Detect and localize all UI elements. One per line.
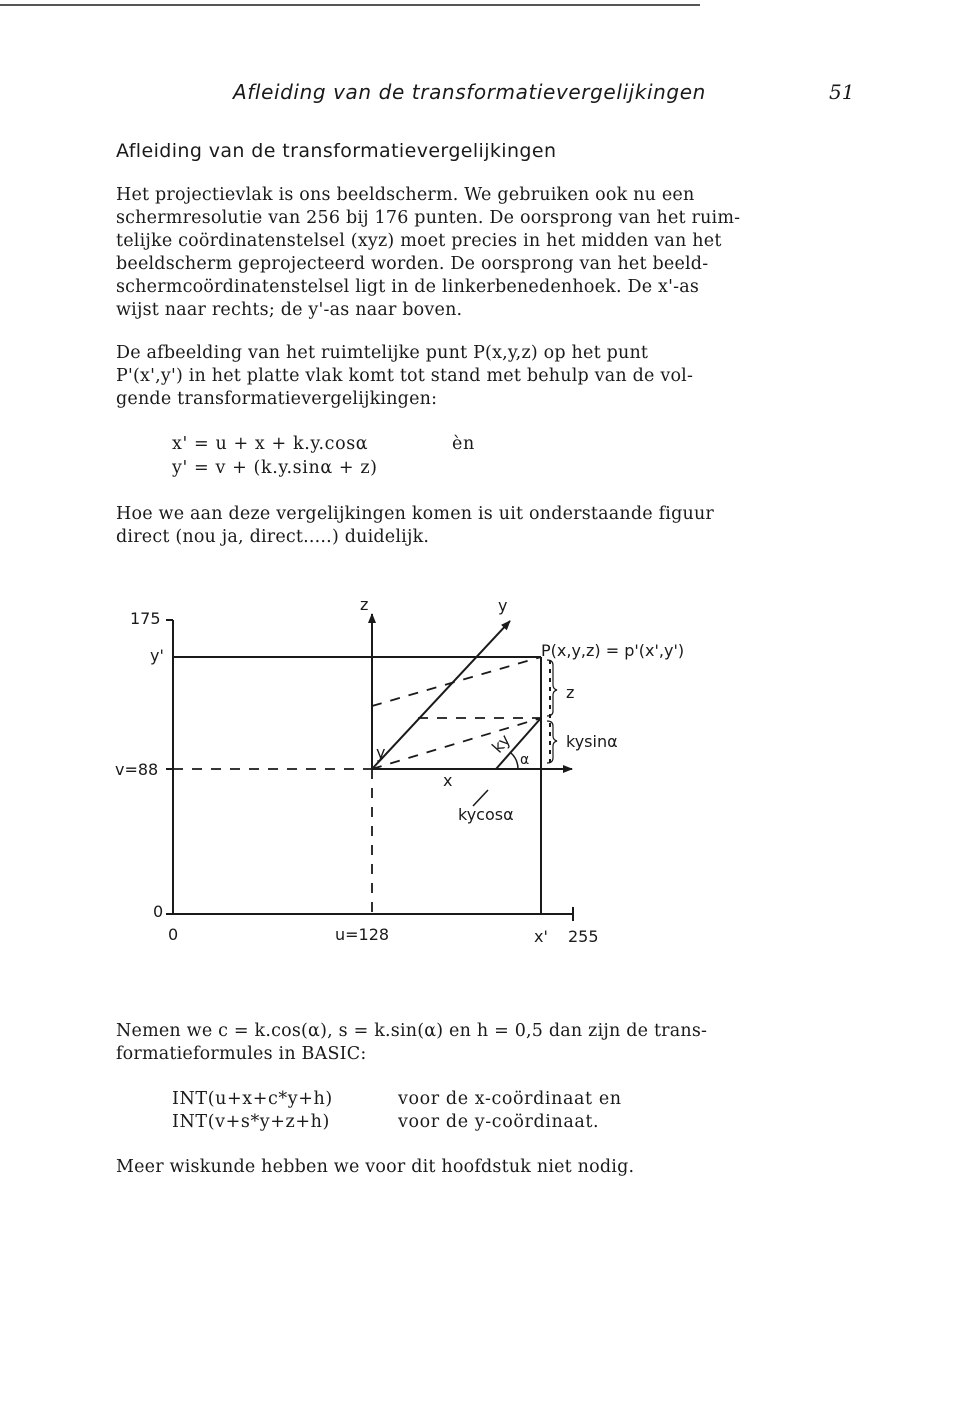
- point-label: P(x,y,z) = p'(x',y'): [541, 641, 685, 660]
- text-line: gende transformatievergelijkingen:: [116, 389, 438, 409]
- tick-label-0-y: 0: [153, 902, 164, 921]
- kycos-label: kycosα: [458, 805, 514, 824]
- paragraph-basic-intro: [116, 1020, 856, 1066]
- text-line: Het projectievlak is ons beeldscherm. We gebruiken ook nu een: [116, 185, 695, 205]
- dashed-origin-to-p: [372, 657, 541, 706]
- tick-label-175: 175: [130, 609, 161, 628]
- text-line: schermcoördinatenstelsel ligt in de linkerbenedenhoek. De x'-as: [116, 277, 700, 297]
- text-line: wijst naar rechts; de y'-as naar boven.: [116, 300, 463, 320]
- tick-label-y-prime: y': [150, 646, 164, 665]
- x-component-label: x: [443, 771, 453, 790]
- page-number: 51: [829, 80, 855, 104]
- kycos-leader: [473, 790, 488, 806]
- text-line: De afbeelding van het ruimtelijke punt P(x,y,z) op het punt: [116, 343, 649, 363]
- text-line: direct (nou ja, direct.....) duidelijk.: [116, 527, 430, 547]
- running-header: Afleiding van de transformatievergelijkingen: [233, 80, 706, 104]
- brace-kysin: [547, 721, 557, 763]
- tick-label-255: 255: [568, 927, 599, 946]
- basic-desc-x: voor de x-coördinaat en: [398, 1089, 622, 1109]
- paragraph-figure-intro: [116, 503, 856, 549]
- y-axis: [372, 621, 510, 769]
- text-line: telijke coördinatenstelsel (xyz) moet precies in het midden van het: [116, 231, 722, 251]
- equation-conjunction: èn: [452, 434, 475, 454]
- text-line: beeldscherm geprojecteerd worden. De oorsprong van het beeld-: [116, 254, 709, 274]
- tick-label-u: u=128: [335, 925, 390, 944]
- dashed-origin-to-kysin: [372, 718, 541, 769]
- paragraph-projection: [116, 342, 856, 411]
- text-line: Hoe we aan deze vergelijkingen komen is uit onderstaande figuur: [116, 504, 714, 524]
- tick-label-v: v=88: [115, 760, 159, 779]
- text-line: Nemen we c = k.cos(α), s = k.sin(α) en h = 0,5 dan zijn de trans-: [116, 1021, 708, 1041]
- paragraph-intro: [116, 184, 856, 322]
- brace-z: [547, 660, 557, 716]
- basic-formula-y: INT(v+s*y+z+h): [172, 1112, 330, 1132]
- z-component-label: z: [566, 683, 575, 702]
- text-line: schermresolutie van 256 bij 176 punten. De oorsprong van het ruim-: [116, 208, 741, 228]
- ky-label: ky: [487, 730, 515, 757]
- y-small-label: y: [376, 743, 386, 762]
- alpha-arc: [511, 753, 518, 769]
- z-axis-label: z: [360, 595, 369, 614]
- basic-desc-y: voor de y-coördinaat.: [398, 1112, 600, 1132]
- y-axis-label: y: [498, 596, 508, 615]
- projection-figure: [100, 590, 820, 960]
- tick-label-0-x: 0: [168, 925, 179, 944]
- equation-y: y' = v + (k.y.sinα + z): [172, 458, 378, 478]
- equation-x: x' = u + x + k.y.cosα: [172, 434, 369, 454]
- text-line: P'(x',y') in het platte vlak komt tot stand met behulp van de vol-: [116, 366, 694, 386]
- paragraph-closing: Meer wiskunde hebben we voor dit hoofdstuk niet nodig.: [116, 1157, 635, 1177]
- alpha-label: α: [520, 752, 530, 768]
- section-title: Afleiding van de transformatievergelijkingen: [116, 140, 557, 162]
- top-rule: [0, 4, 700, 6]
- kysin-label: kysinα: [566, 732, 618, 751]
- text-line: formatieformules in BASIC:: [116, 1044, 367, 1064]
- tick-label-x-prime: x': [534, 927, 548, 946]
- basic-formula-x: INT(u+x+c*y+h): [172, 1089, 333, 1109]
